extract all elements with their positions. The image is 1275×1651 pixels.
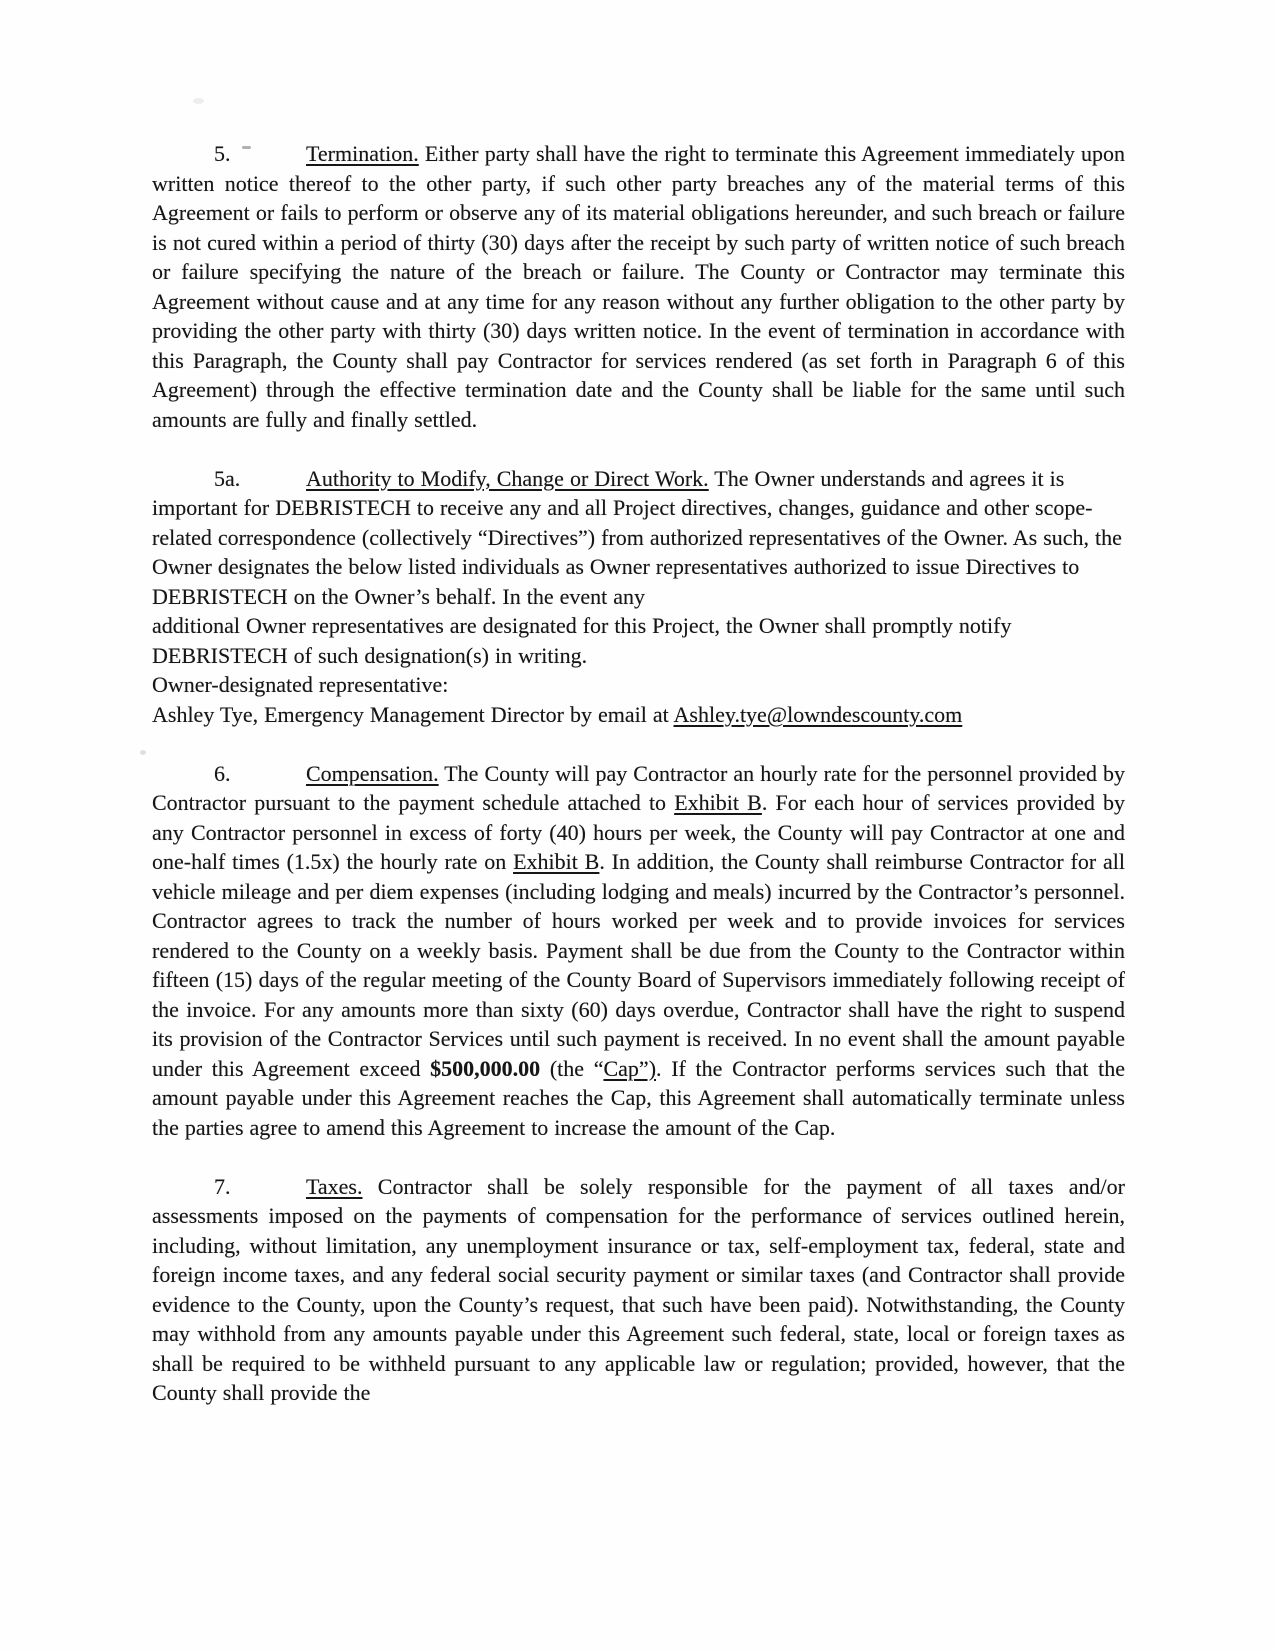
section-number-5: 5. — [214, 141, 231, 166]
section-heading-taxes: Taxes. — [306, 1173, 363, 1199]
section-body-compensation-seg1: The County will pay Contractor an hourly rate for the personnel provided by Contractor pursuant to the payment schedule attached to — [152, 760, 1125, 815]
section-body-compensation-seg3: . In addition, the County shall reimburse Contractor for all vehicle mileage and per diem expenses (including lodging and meals) incurred by the Contractor’s personnel. Contractor agrees to track the number of hours worked per week and to provide invoices for services rendered to the County on a weekly basis. Payment shall be due from the County to the Contractor within fifteen (15) days of the regular meeting of the County Board of Supervisors immediately following receipt of the invoice. For any amounts more than sixty (60) days overdue, Contractor shall have the right to suspend its provision of the Contractor Services until such payment is received. In no event shall the amount payable under this Agreement exceed — [152, 849, 1125, 1081]
section-heading-authority: Authority to Modify, Change or Direct Work. — [306, 465, 709, 491]
section-body-compensation-seg2: . For each hour of services provided by any Contractor personnel in excess of forty (40) hours per week, the County will pay Contractor at one and one-half times (1.5x) the hourly rate on — [152, 790, 1125, 874]
exhibit-b-reference-1: Exhibit B — [674, 790, 762, 815]
section-body-compensation-seg4: (the “ — [540, 1055, 604, 1081]
owner-representative-label: Owner-designated representative: — [152, 672, 449, 697]
paragraph-authority-to-modify — [152, 464, 1125, 730]
scan-artifact — [193, 98, 204, 104]
section-heading-compensation: Compensation. — [306, 760, 439, 786]
section-body-taxes: Contractor shall be solely responsible for the payment of all taxes and/or assessments imposed on the payments of compensation for the performance of services outlined herein, including, without limitation, any unemployment insurance or tax, self-employment tax, federal, state and foreign income taxes, and any federal social security payment or similar taxes (and Contractor shall provide evidence to the County, upon the County’s request, that such have been paid). Notwithstanding, the County may withhold from any amounts payable under this Agreement such federal, state, local or foreign taxes as shall be required to be withheld pursuant to any applicable law or regulation; provided, however, that the County shall provide the — [152, 1173, 1125, 1405]
paragraph-taxes — [152, 1172, 1125, 1408]
cap-amount: $500,000.00 — [430, 1055, 541, 1081]
section-body-authority-part2: additional Owner representatives are designated for this Project, the Owner shall promptly notify DEBRISTECH of such designation(s) in writing. — [152, 613, 1012, 668]
scan-artifact — [140, 750, 146, 755]
paragraph-compensation — [152, 759, 1125, 1143]
section-number-5a: 5a. — [214, 465, 241, 491]
section-number-6: 6. — [214, 760, 231, 786]
section-body-termination: Either party shall have the right to terminate this Agreement immediately upon written notice thereof to the other party, if such other party breaches any of the material terms of this Agreement or fails to perform or observe any of its material obligations hereunder, and such breach or failure is not cured within a period of thirty (30) days after the receipt by such party of written notice of such breach or failure specifying the nature of the breach or failure. The County or Contractor may terminate this Agreement without cause and at any time for any reason without any further obligation to the other party by providing the other party with thirty (30) days written notice. In the event of termination in accordance with this Paragraph, the County shall pay Contractor for services rendered (as set forth in Paragraph 6 of this Agreement) through the effective termination date and the County shall be liable for the same until such amounts are fully and finally settled. — [152, 141, 1125, 432]
exhibit-b-reference-2: Exhibit B — [513, 849, 600, 874]
document-body — [152, 139, 1125, 1408]
owner-representative-name: Ashley Tye, Emergency Management Director by email at — [152, 701, 674, 727]
owner-representative-email: Ashley.tye@lowndescounty.com — [673, 701, 963, 727]
section-body-authority-part1: The Owner understands and agrees it is important for DEBRISTECH to receive any and all Project directives, changes, guidance and other scope-related correspondence (collectively “Directives”) from authorized representatives of the Owner. As such, the Owner designates the below listed individuals as Owner representatives authorized to issue Directives to DEBRISTECH on the Owner’s behalf. In the event any — [152, 465, 1122, 609]
paragraph-termination — [152, 139, 1125, 434]
cap-defined-term: Cap”) — [603, 1055, 657, 1081]
section-heading-termination: Termination. — [306, 141, 419, 166]
section-body-compensation-seg5: . If the Contractor performs services such that the amount payable under this Agreement reaches the Cap, this Agreement shall automatically terminate unless the parties agree to amend this Agreement to increase the amount of the Cap. — [152, 1055, 1125, 1140]
section-number-7: 7. — [214, 1173, 231, 1199]
